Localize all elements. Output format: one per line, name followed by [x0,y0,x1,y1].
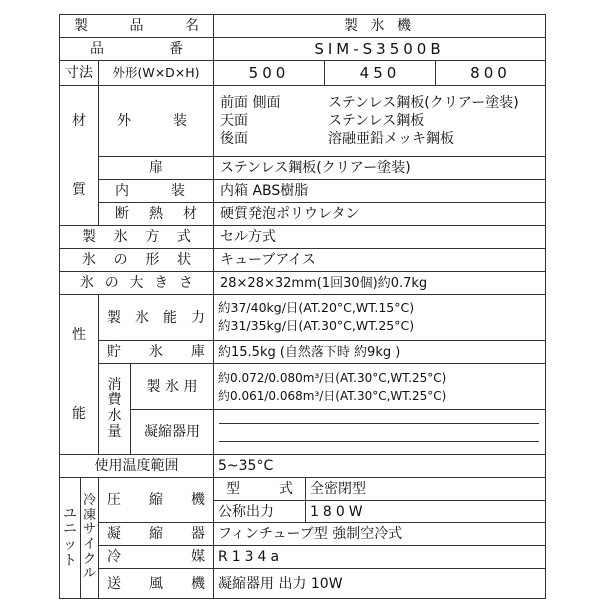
label-char: 氷 [82,252,96,268]
label-char: 器 [191,526,205,542]
fan-value: 凝縮器用 出力 10W [213,568,546,599]
label-char: ユ [63,505,77,522]
label-char: ト [63,552,77,569]
label-char: 凍 [82,507,96,523]
label-char: 量 [107,423,122,440]
label-char: 縮 [149,492,163,508]
label-char: 氷 [113,229,128,245]
label-char: 貯 [107,344,121,360]
ice-size-value: 28×28×32mm(1回30個)約0.7kg [213,271,546,295]
label-char: 装 [171,183,185,199]
dimension-width: 500 [213,60,325,86]
label-char: 機 [191,575,205,592]
label-char: 水 [107,408,122,424]
model-number-label [59,37,214,61]
label-char: 品 [90,41,104,57]
label-char: 名 [185,18,199,34]
ice-size-label [59,271,214,295]
exterior-material: ステンレス鋼板(クリアー塗装) [328,95,519,111]
compressor-output-label: 公称出力 [213,500,306,523]
label-char: 氷 [135,309,149,326]
dimension-depth: 450 [324,60,436,86]
ice-shape-value: キューブアイス [213,248,546,272]
label-char: 庫 [191,344,205,360]
dimensions-sublabel: 外形(W×D×H) [98,60,214,86]
label-char: 式 [279,481,293,497]
exterior-line [220,112,424,130]
label-char: さ [179,275,193,291]
operating-temp-value: 5~35°C [213,454,546,478]
exterior-line [220,130,454,148]
label-char: 製 [82,229,96,245]
insulation-label [98,202,214,226]
label-char: 番 [169,41,183,57]
material-section-label [59,85,99,226]
ice-capacity-label [98,294,214,341]
label-char: 状 [176,252,191,268]
label-char: ル [82,566,96,582]
label-char: 圧 [107,492,121,508]
water-consumption-label [98,363,131,455]
door-label: 扉 [98,156,214,180]
door-value: ステンレス鋼板(クリアー塗装) [213,156,546,180]
product-name-label [59,14,214,38]
operating-temp-label: 使用温度範囲 [59,454,214,478]
label-char: 凝 [107,526,121,542]
storage-label [98,340,214,364]
label-char: 品 [129,18,144,34]
exterior-line [220,94,519,112]
label-char: 製 [74,18,88,34]
water-condenser-value [213,409,546,455]
refrigerant-value: R134a [213,545,546,569]
label-char: の [113,252,128,268]
ice-capacity-value [213,294,546,341]
compressor-output-value: 180W [305,500,546,523]
water-ice-making-line: 約0.072/0.080m³/日(AT.30°C,WT.25°C) [218,370,447,385]
refrigerant-label [98,545,214,569]
label-char: 方 [145,229,160,245]
label-char: 内 [115,183,129,199]
label-char: 媒 [191,549,205,565]
label-char: き [154,275,169,291]
unit-section-label [59,477,81,599]
label-char: 力 [191,309,205,326]
condenser-rule-line [219,423,539,424]
insulation-value: 硬質発泡ポリウレタン [213,202,546,226]
water-ice-making-label: 製 氷 用 [130,363,214,410]
performance-section-label [59,294,99,455]
label-char: 型 [226,481,240,497]
compressor-type-label [213,477,306,501]
label-char: 消 [107,376,122,393]
label-char: 材 [183,206,197,222]
dimension-height: 800 [435,60,546,86]
exterior-part: 前面 側面 [220,95,281,111]
label-char: 熱 [149,206,163,222]
label-char: 外 [117,113,131,129]
label-char: 機 [191,492,205,508]
label-char: 性 [72,326,86,343]
label-char: 費 [107,392,122,409]
label-char: ッ [63,537,77,553]
storage-value: 約15.5kg (自然落下時 約9kg ) [213,340,546,364]
interior-value: 内箱 ABS樹脂 [213,179,546,203]
compressor-type-value: 全密閉型 [305,477,546,501]
label-char: 製 [107,309,121,326]
ice-capacity-line: 約37/40kg/日(AT.20°C,WT.15°C) [218,300,415,316]
label-char: 能 [163,309,177,326]
fan-label [98,568,214,599]
water-ice-making-line: 約0.061/0.068m³/日(AT.30°C,WT.25°C) [218,388,447,403]
label-char: 氷 [149,344,163,360]
water-ice-making-value [213,363,546,410]
label-char: 能 [72,406,86,423]
label-char: 断 [115,206,129,222]
condenser-value: フィンチューブ型 強制空冷式 [213,522,546,546]
exterior-material: 溶融亜鉛メッキ鋼板 [328,131,454,147]
dimensions-label: 寸法 [59,60,99,86]
exterior-material: ステンレス鋼板 [328,113,425,129]
ice-making-method-label [59,225,214,249]
condenser-label [98,522,214,546]
interior-label [98,179,214,203]
label-char: 氷 [80,275,94,291]
label-char: 式 [176,229,191,245]
condenser-rule-line [219,441,539,442]
label-char: ニ [63,521,77,538]
exterior-part: 天面 [220,113,248,129]
label-char: の [104,275,119,291]
water-condenser-label: 凝縮器用 [130,409,214,455]
exterior-label [98,85,214,157]
label-char: イ [82,537,96,552]
compressor-label [98,477,214,523]
ice-shape-label [59,248,214,272]
ice-capacity-line: 約31/35kg/日(AT.30°C,WT.25°C) [218,318,415,334]
label-char: 送 [107,575,121,592]
label-char: 装 [173,113,187,129]
label-char: 冷 [107,549,121,565]
model-number-value: SIM-S3500B [213,37,546,61]
exterior-part: 後面 [220,131,248,147]
label-char: ク [82,551,96,567]
label-char: 材 [72,112,86,129]
refrigeration-cycle-label [80,477,99,599]
label-char: 形 [145,252,160,268]
label-char: 大 [129,275,144,291]
ice-making-method-value: セル方式 [213,225,546,249]
exterior-value [213,85,546,157]
label-char: 縮 [149,526,163,542]
product-name-value: 製 氷 機 [213,14,546,38]
label-char: サ [82,522,96,538]
label-char: 質 [72,182,86,199]
label-char: 冷 [82,493,96,509]
label-char: 風 [149,575,163,592]
